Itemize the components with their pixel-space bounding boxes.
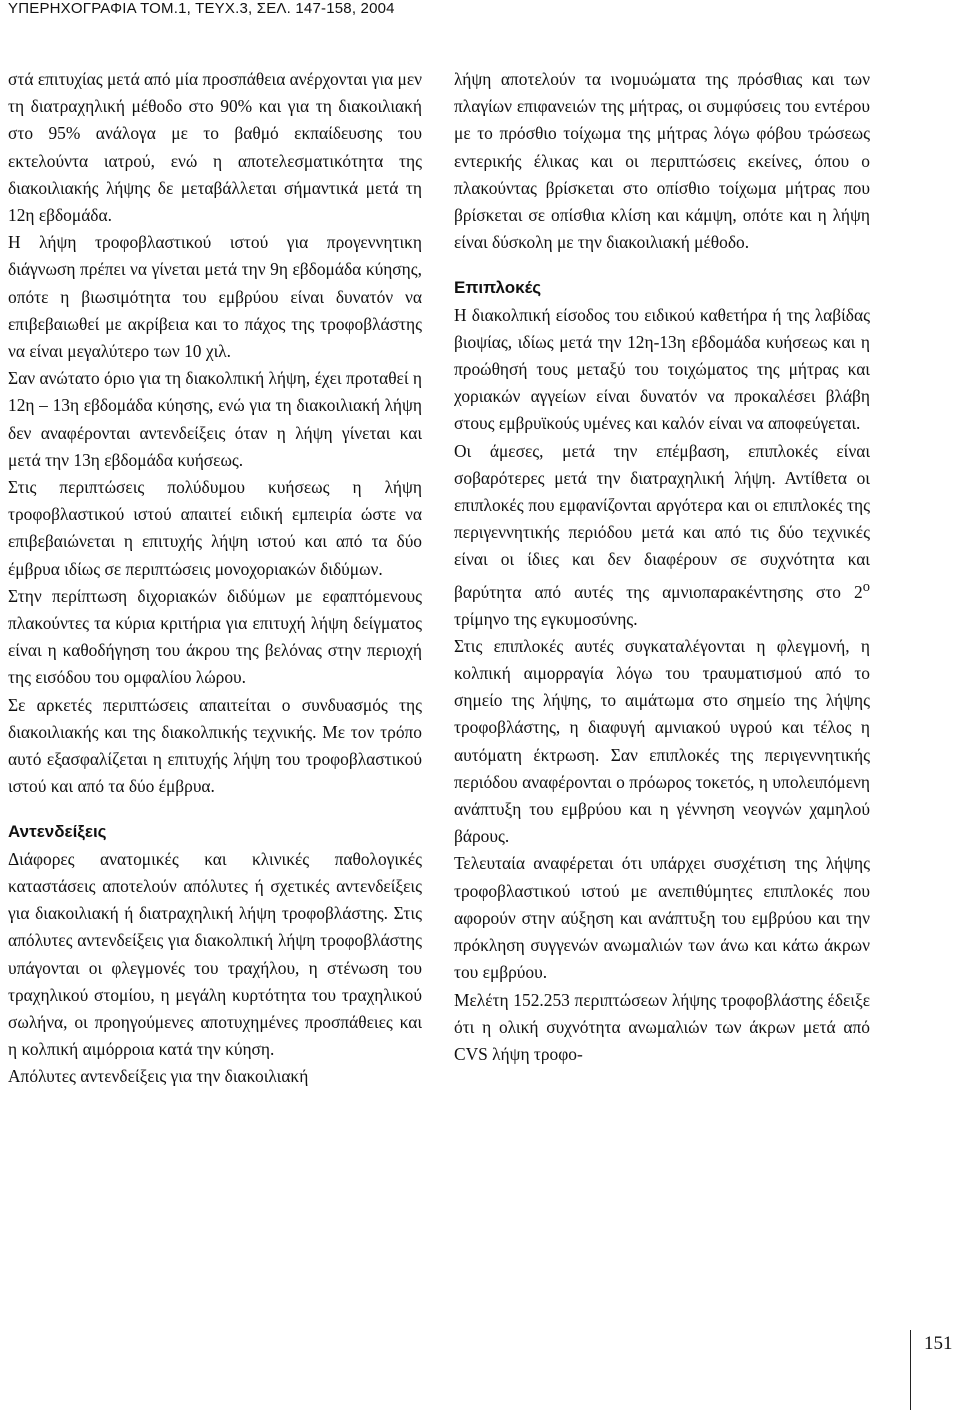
page-number-rule xyxy=(910,1330,911,1410)
paragraph: Απόλυτες αντενδείξεις για την διακοιλιακή xyxy=(8,1066,309,1087)
section-heading-complications: Επιπλοκές xyxy=(454,278,542,298)
right-column xyxy=(454,66,870,1068)
paragraph: Στις επιπλοκές αυτές συγκαταλέγονται η φλεγμονή, η κολπική αιμορραγία λόγω του τραυματισμού από το σημείο της λήψης, το αιμάτωμα στο σημείο της λήψης τροφοβλάστης, η διαφυγή αμνιακού υγρού και τέλος η αυτόματη έκτρωση. Σαν επιπλοκές της περιγεννητικής περιόδου αναφέρονται ο πρόωρος τοκετός, η υπολειπόμενη ανάπτυξη του εμβρύου και η γέννηση νεογνών χαμηλού βάρους. xyxy=(454,635,870,847)
paragraph: Τελευταία αναφέρεται ότι υπάρχει συσχέτιση της λήψης τροφοβλαστικού ιστού με ανεπιθύμητες επιπλοκές που αφορούν στην αύξηση και ανάπτυξη του εμβρύου και την πρόκληση συγγενών ανωμαλιών των άνω και κάτω άκρων του εμβρύου. xyxy=(454,853,870,983)
running-head: ΥΠΕΡΗΧΟΓΡΑΦΙΑ ΤΟΜ.1, ΤΕΥΧ.3, ΣΕΛ. 147-158, 2004 xyxy=(8,0,395,17)
paragraph: Στην περίπτωση διχοριακών διδύμων με εφαπτόμενους πλακούντες τα κύρια κριτήρια για επιτυχή λήψη δείγματος είναι η καθοδήγηση του άκρου της βελόνας στην περιοχή της εισόδου του ομφαλίου λώρου. xyxy=(8,585,422,688)
left-column xyxy=(8,66,422,1091)
paragraph: Σε αρκετές περιπτώσεις απαιτείται ο συνδυασμός της διακοιλιακής και της διακολπικής τεχνικής. Με τον τρόπο αυτό εξασφαλίζεται η επιτυχής λήψη του τροφοβλαστικού ιστού και από τα δύο έμβρυα. xyxy=(8,694,422,797)
paragraph: Σαν ανώτατο όριο για τη διακολπική λήψη, έχει προταθεί η 12η – 13η εβδομάδα κύησης, ενώ για τη διακοιλιακή λήψη δεν αναφέρονται αντενδείξεις όταν η λήψη γίνεται και μετά την 13η εβδομάδα κυήσεως. xyxy=(8,368,422,470)
paragraph: Διάφορες ανατομικές και κλινικές παθολογικές καταστάσεις αποτελούν απόλυτες ή σχετικές αντενδείξεις για διακοιλιακή ή διατραχηλική λήψη τροφοβλάστης. Στις απόλυτες αντενδείξεις για διακολπική λήψη τροφοβλάστης υπάγονται οι φλεγμονές του τραχήλου, η στένωση του τραχηλικού στομίου, η μεγάλη κυρτότητα του τραχηλικού σωλήνα, οι προηγούμενες αποτυχημένες προσπάθειες και η κολπική αιμόρροια κατά την κύηση. xyxy=(8,848,422,1060)
paragraph-text: Οι άμεσες, μετά την επέμβαση, επιπλοκές είναι σοβαρότερες μετά την διατραχηλική λήψη. Αντίθετα οι επιπλοκές που εμφανίζονται αργότερα και οι επιπλοκές της περιγεννητικής περιόδου μετά και από τις δύο τεχνικές είναι οι ίδιες και δεν διαφέρουν σε συχνότητα και βαρύτητα από αυτές της αμνιοπαρακέντησης στο 2 xyxy=(454,440,870,602)
paragraph-text: τρίμηνο της εγκυμοσύνης. xyxy=(454,608,638,629)
ordinal-superscript: ο xyxy=(862,578,870,595)
paragraph: λήψη αποτελούν τα ινομυώματα της πρόσθιας και των πλαγίων επιφανειών της μήτρας, οι συμφύσεις του εντέρου με το πρόσθιο τοίχωμα της μήτρας λόγω φόβου τρώσεως εντερικής έλικας και οι περιπτώσεις εκείνες, όπου ο πλακούντας βρίσκεται στο οπίσθιο τοίχωμα μήτρας που βρίσκεται σε οπίσθια κλίση και κάμψη, οπότε και η λήψη είναι δύσκολη με την διακοιλιακή μέθοδο. xyxy=(454,69,870,253)
paragraph: Η λήψη τροφοβλαστικού ιστού για προγεννητικη διάγνωση πρέπει να γίνεται μετά την 9η εβδομάδα κύησης, οπότε η βιωσιμότητα του εμβρύου είναι δυνατόν να επιβεβαιωθεί με ακρίβεια και το πάχος της τροφοβλάστης να είναι μεγαλύτερο των 10 χιλ. xyxy=(8,232,422,362)
paragraph: Στις περιπτώσεις πολύδυμου κυήσεως η λήψη τροφοβλαστικού ιστού απαιτεί ειδική εμπειρία ώστε να επιβεβαιώνεται η επιτυχής λήψη ιστού και από τα δύο έμβρυα ιδίως σε περιπτώσεις μονοχοριακών διδύμων. xyxy=(8,477,422,579)
paragraph: Η διακολπική είσοδος του ειδικού καθετήρα ή της λαβίδας βιοψίας, ιδίως μετά την 12η-13η εβδομάδα κυήσεως και η προώθησή τους μεταξύ του τοιχώματος της μήτρας και χοριακών αγγείων είναι δυνατόν να προκαλέσει βλάβη στους εμβρυϊκούς υμένες και καλόν είναι να αποφεύγεται. xyxy=(454,304,870,434)
page-number: 151 xyxy=(924,1333,953,1354)
paragraph xyxy=(454,438,870,633)
section-heading-contraindications: Αντενδείξεις xyxy=(8,822,107,842)
paragraph: στά επιτυχίας μετά από μία προσπάθεια ανέρχονται για μεν τη διατραχηλική μέθοδο στο 90% και για τη διακοιλιακή στο 95% ανάλογα με το βαθμό εκπαίδευσης του εκτελούντα ιατρού, ενώ η αποτελεσματικότητα της διακοιλιακής λήψης δε μεταβάλλεται σήμαντικά μετά τη 12η εβδομάδα. xyxy=(8,69,422,226)
paragraph: Μελέτη 152.253 περιπτώσεων λήψης τροφοβλάστης έδειξε ότι η ολική συχνότητα ανωμαλιών των άκρων μετά από CVS λήψη τροφο- xyxy=(454,989,870,1064)
